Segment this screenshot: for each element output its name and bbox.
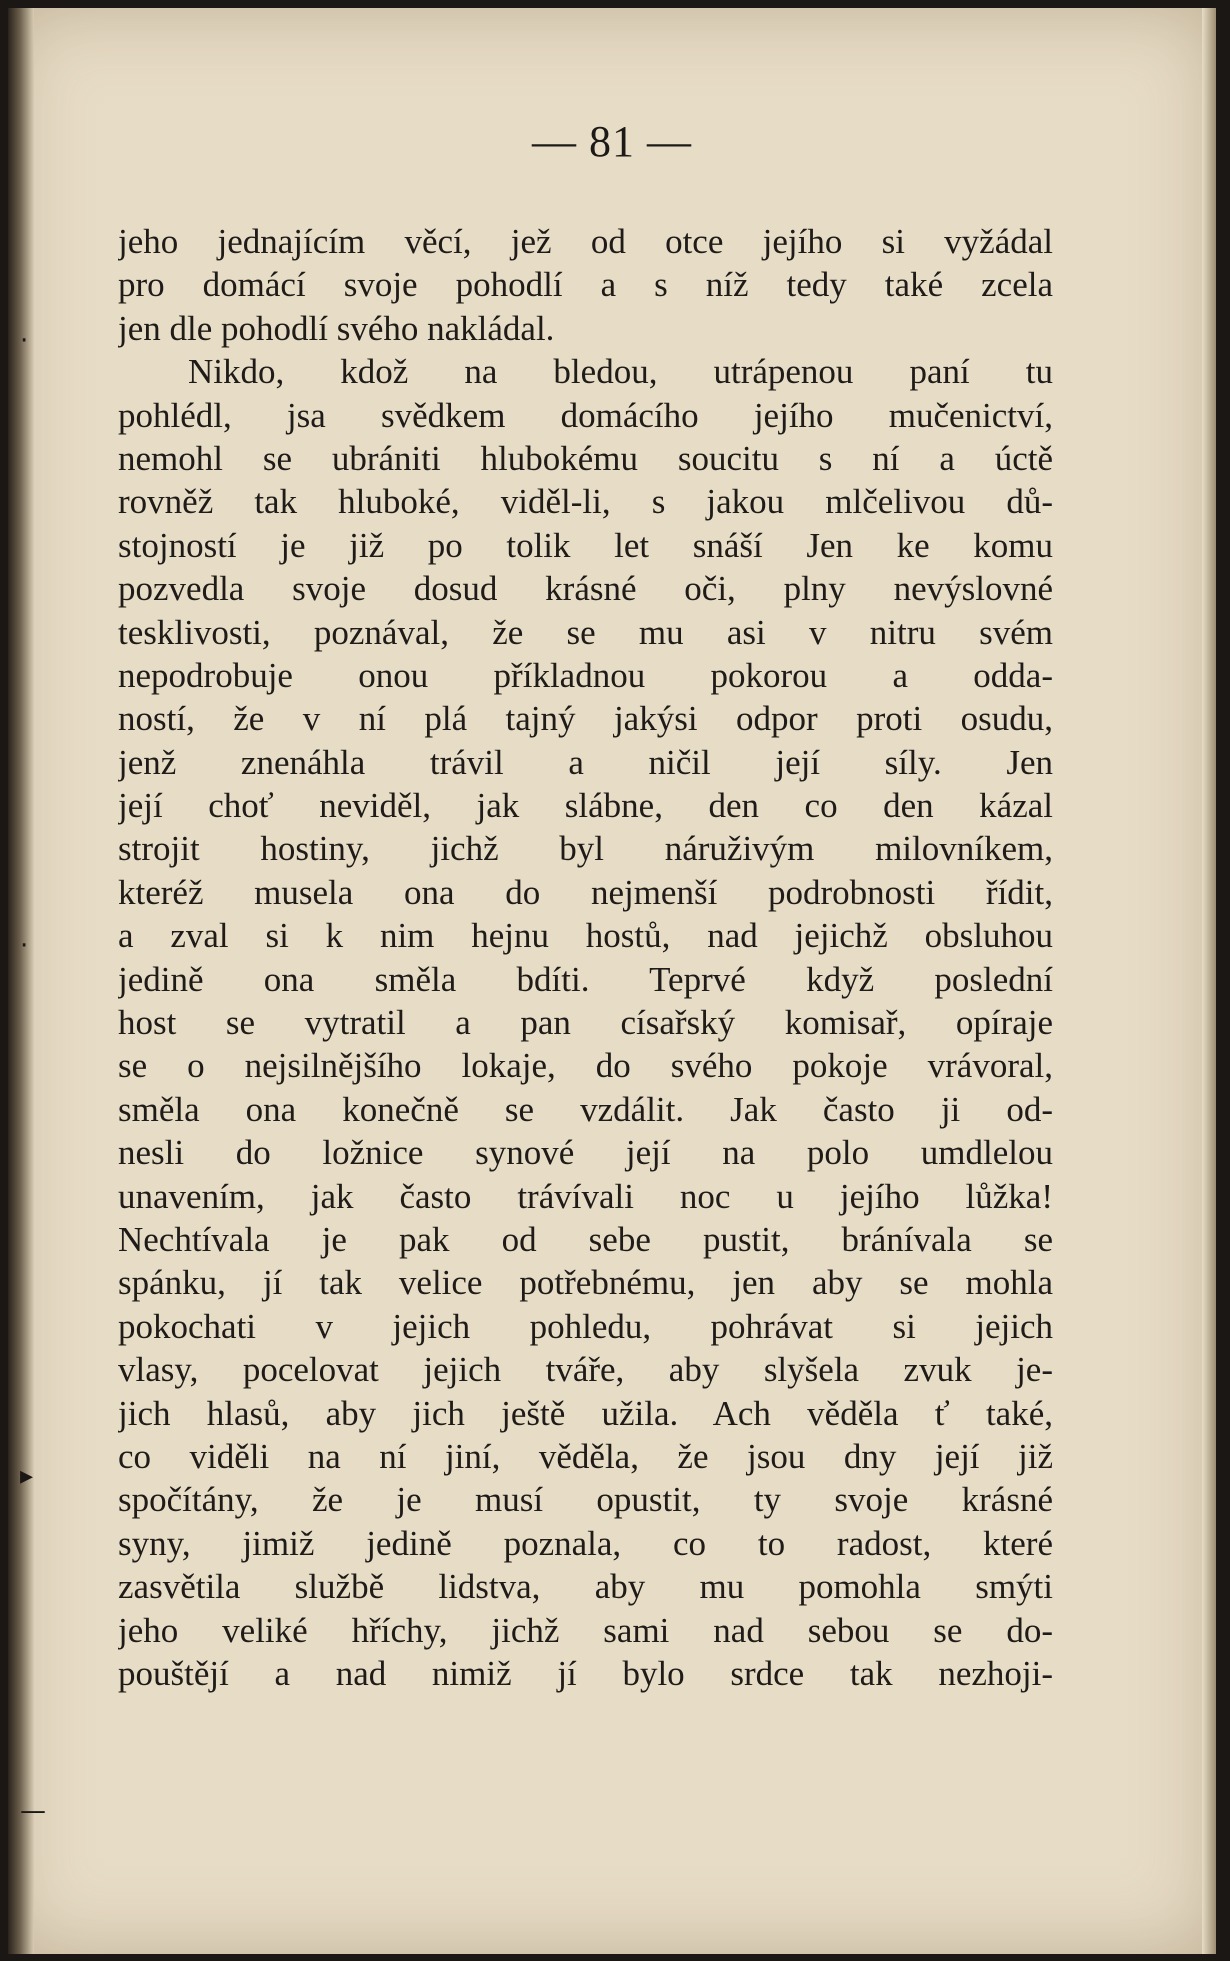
text-line: Nechtívala je pak od sebe pustit, bránívala se xyxy=(118,1219,1053,1259)
book-spine xyxy=(8,8,46,1954)
text-line: stojností je již po tolik let snáší Jen ke komu xyxy=(118,525,1053,565)
text-line: co viděli na ní jiní, věděla, že jsou dny její již xyxy=(118,1436,1053,1476)
text-line: host se vytratil a pan císařský komisař, opíraje xyxy=(118,1003,1053,1043)
text-line: kteréž musela ona do nejmenší podrobnosti řídit, xyxy=(118,872,1053,912)
text-line: se o nejsilnějšího lokaje, do svého pokoje vrávoral, xyxy=(118,1046,1053,1086)
body-text xyxy=(118,220,1053,1695)
text-line: jen dle pohodlí svého nakládal. xyxy=(118,308,555,348)
margin-mark-icon: · xyxy=(20,931,29,961)
text-line: jich hlasů, aby jich ještě užila. Ach věděla ť také, xyxy=(118,1393,1053,1433)
text-line: jeho veliké hříchy, jichž sami nad sebou se do- xyxy=(118,1610,1053,1650)
text-line: a zval si k nim hejnu hostů, nad jejichž obsluhou xyxy=(118,916,1053,956)
text-line: její choť neviděl, jak slábne, den co den kázal xyxy=(118,786,1053,826)
text-line: tesklivosti, poznával, že se mu asi v nitru svém xyxy=(118,612,1053,652)
text-line: spočítány, že je musí opustit, ty svoje krásné xyxy=(118,1480,1053,1520)
text-line: směla ona konečně se vzdálit. Jak často ji od- xyxy=(118,1089,1053,1129)
text-line: ností, že v ní plá tajný jakýsi odpor proti osudu, xyxy=(118,699,1053,739)
text-line: pouštějí a nad nimiž jí bylo srdce tak nezhoji- xyxy=(118,1653,1053,1693)
text-line: jedině ona směla bdíti. Teprvé když poslední xyxy=(118,959,1053,999)
margin-arrow-icon: ▸ xyxy=(20,1461,34,1491)
text-line: jenž znenáhla trávil a ničil její síly. Jen xyxy=(118,742,1053,782)
margin-mark-icon: · xyxy=(20,326,29,356)
text-line: pokochati v jejich pohledu, pohrávat si jejich xyxy=(118,1306,1053,1346)
book-page xyxy=(8,8,1216,1954)
text-line: strojit hostiny, jichž byl náruživým milovníkem, xyxy=(118,829,1053,869)
text-line: unavením, jak často trávívali noc u jejího lůžka! xyxy=(118,1176,1053,1216)
text-line: syny, jimiž jedině poznala, co to radost, které xyxy=(118,1523,1053,1563)
text-line: rovněž tak hluboké, viděl-li, s jakou mlčelivou dů- xyxy=(118,482,1053,522)
text-line: nepodrobuje onou příkladnou pokorou a odda- xyxy=(118,655,1053,695)
text-line: pozvedla svoje dosud krásné oči, plny nevýslovné xyxy=(118,569,1053,609)
text-line: jeho jednajícím věcí, jež od otce jejího si vyžádal xyxy=(118,222,1053,261)
text-line: nemohl se ubrániti hlubokému soucitu s ní a úctě xyxy=(118,438,1053,478)
text-line: pro domácí svoje pohodlí a s níž tedy také zcela xyxy=(118,265,1053,305)
text-line: nesli do ložnice synové její na polo umdlelou xyxy=(118,1133,1053,1173)
text-line: zasvětila službě lidstva, aby mu pomohla smýti xyxy=(118,1567,1053,1607)
text-line: pohlédl, jsa svědkem domácího jejího mučenictví, xyxy=(118,395,1053,435)
margin-dash-icon: — xyxy=(20,1796,46,1826)
page-number: — 81 — xyxy=(532,117,692,166)
text-line: vlasy, pocelovat jejich tváře, aby slyšela zvuk je- xyxy=(118,1350,1053,1390)
text-line: Nikdo, kdož na bledou, utrápenou paní tu xyxy=(188,352,1053,392)
text-line: spánku, jí tak velice potřebnému, jen aby se mohla xyxy=(118,1263,1053,1303)
page-edge xyxy=(1202,8,1216,1954)
